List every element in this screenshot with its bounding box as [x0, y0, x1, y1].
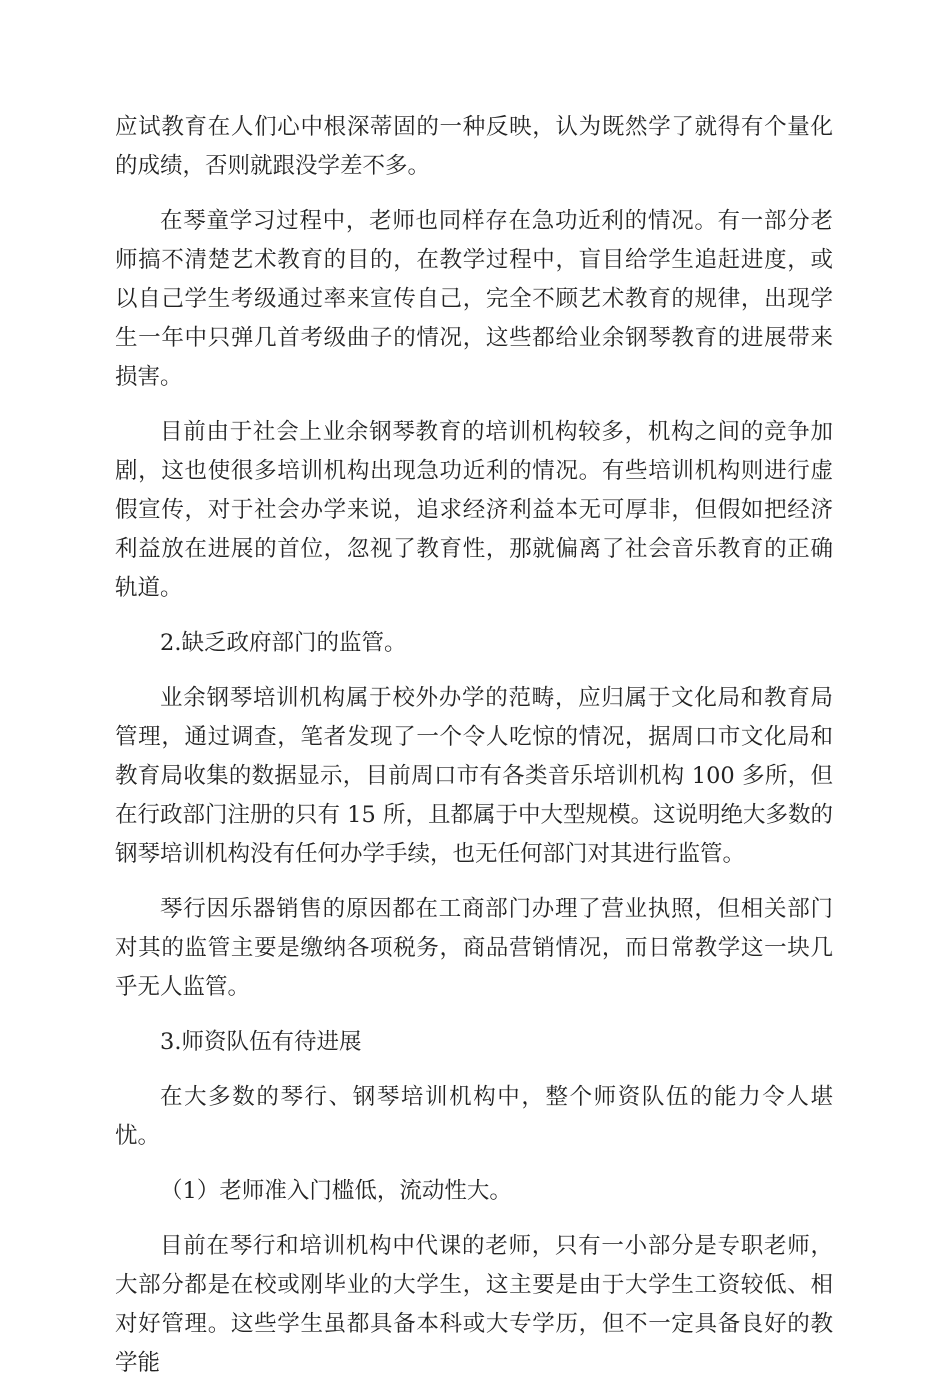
section-heading: 3.师资队伍有待进展 [160, 1029, 362, 1055]
paragraph: 在琴童学习过程中，老师也同样存在急功近利的情况。有一部分老师搞不清楚艺术教育的目的，在教学过程中，盲目给学生追赶进度，或以自己学生考级通过率来宣传自己，完全不顾艺术教育的规律，出现学生一年中只弹几首考级曲子的情况，这些都给业余钢琴教育的进展带来损害。 [115, 208, 833, 390]
paragraph: 在大多数的琴行、钢琴培训机构中，整个师资队伍的能力令人堪忧。 [115, 1084, 833, 1149]
paragraph: 目前由于社会上业余钢琴教育的培训机构较多，机构之间的竞争加剧，这也使很多培训机构出现急功近利的情况。有些培训机构则进行虚假宣传，对于社会办学来说，追求经济利益本无可厚非，但假如把经济利益放在进展的首位，忽视了教育性，那就偏离了社会音乐教育的正确轨道。 [115, 419, 833, 601]
paragraph: 琴行因乐器销售的原因都在工商部门办理了营业执照，但相关部门对其的监管主要是缴纳各项税务，商品营销情况，而日常教学这一块几乎无人监管。 [115, 896, 833, 1000]
document-body [115, 108, 833, 1399]
paragraph: 业余钢琴培训机构属于校外办学的范畴，应归属于文化局和教育局管理，通过调查，笔者发现了一个令人吃惊的情况，据周口市文化局和教育局收集的数据显示，目前周口市有各类音乐培训机构 100 多所，但在行政部门注册的只有 15 所，且都属于中大型规模。这说明绝大多数的钢琴培训机构没有任何办学手续，也无任何部门对其进行监管。 [115, 685, 833, 867]
paragraph: 目前在琴行和培训机构中代课的老师，只有一小部分是专职老师，大部分都是在校或刚毕业的大学生，这主要是由于大学生工资较低、相对好管理。这些学生虽都具备本科或大专学历，但不一定具备良好的教学能 [115, 1233, 833, 1376]
section-heading: 2.缺乏政府部门的监管。 [160, 630, 407, 656]
subsection-heading: （1）老师准入门槛低，流动性大。 [160, 1178, 512, 1204]
paragraph: 应试教育在人们心中根深蒂固的一种反映，认为既然学了就得有个量化的成绩，否则就跟没学差不多。 [115, 114, 833, 179]
